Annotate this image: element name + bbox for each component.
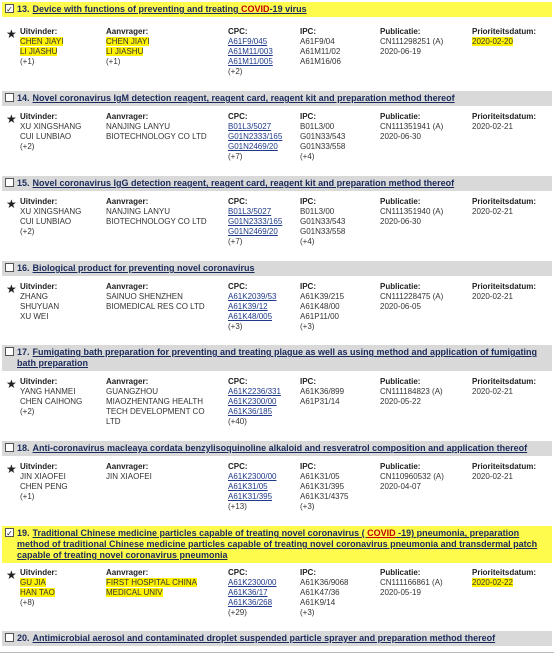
- cpc-column: CPC: A61K2039/53 A61K39/12 A61K48/005 (+3): [228, 282, 294, 332]
- cpc-column: CPC: A61F9/045 A61M11/003 A61M11/005 (+2): [228, 27, 294, 77]
- cpc-link[interactable]: A61K2039/53: [228, 292, 277, 301]
- cpc-link[interactable]: A61F9/045: [228, 37, 268, 46]
- priority-column: Prioriteitsdatum: 2020-02-21: [472, 112, 537, 131]
- select-checkbox[interactable]: [5, 263, 14, 272]
- priority-column: Prioriteitsdatum: 2020-02-21: [472, 282, 537, 301]
- ipc-column: IPC: A61F9/04 A61M11/02 A61M16/06: [300, 27, 341, 66]
- star-icon[interactable]: ★: [6, 282, 17, 296]
- applicant-column: Aanvrager: JIN XIAOFEI: [106, 462, 152, 481]
- select-checkbox[interactable]: ✓: [6, 5, 13, 14]
- priority-column: Prioriteitsdatum: 2020-02-21: [472, 377, 537, 396]
- result-title-link[interactable]: 17. Fumigating bath preparation for preventing and treating plague as well as using method and application of fumigating bath preparation: [17, 347, 538, 368]
- cpc-link[interactable]: A61M11/005: [228, 57, 273, 66]
- ipc-column: IPC: A61K31/05 A61K31/395 A61K31/4375 (+3): [300, 462, 349, 511]
- ipc-column: IPC: B01L3/00 G01N33/543 G01N33/558 (+4): [300, 112, 346, 161]
- cpc-column: CPC: A61K2300/00 A61K31/05 A61K31/395 (+13): [228, 462, 294, 512]
- applicant-column: Aanvrager: NANJING LANYU BIOTECHNOLOGY CO LTD: [106, 112, 207, 141]
- result-title-link[interactable]: Antimicrobial aerosol and contaminated droplet suspended particle sprayer and preparation method thereof: [32, 633, 496, 643]
- result-number: 17.: [17, 347, 30, 357]
- result-number: 16.: [17, 263, 30, 273]
- cpc-link[interactable]: G01N2333/165: [228, 217, 283, 226]
- cpc-column: CPC: B01L3/5027 G01N2333/165 G01N2469/20 (+7): [228, 197, 294, 247]
- inventor-column: Uitvinder: YANG HANMEI CHEN CAIHONG (+2): [20, 377, 83, 416]
- star-icon[interactable]: ★: [6, 568, 17, 582]
- star-icon[interactable]: ★: [6, 197, 17, 211]
- result-title-link[interactable]: Anti-coronavirus macleaya cordata benzylisoquinoline alkaloid and resveratrol composition and application thereof: [32, 443, 528, 453]
- result-number: 19.: [17, 528, 30, 538]
- result-number: 15.: [17, 178, 30, 188]
- result-title-link[interactable]: 19. Traditional Chinese medicine particles capable of treating novel coronavirus ( COVID -19) pneumonia, preparation method of traditional Chinese medicine particles capable of treating novel coronavirus pneumonia and transdermal patch capable of treating novel coronavirus pneumonia: [17, 528, 538, 560]
- cpc-link[interactable]: G01N2469/20: [228, 142, 278, 151]
- select-checkbox[interactable]: [5, 633, 14, 642]
- divider: [0, 652, 554, 653]
- priority-column: Prioriteitsdatum: 2020-02-20: [472, 27, 537, 46]
- cpc-column: CPC: B01L3/5027 G01N2333/165 G01N2469/20 (+7): [228, 112, 294, 162]
- ipc-column: IPC: B01L3/00 G01N33/543 G01N33/558 (+4): [300, 197, 346, 246]
- result-header: [2, 441, 552, 456]
- cpc-link[interactable]: A61K36/17: [228, 588, 268, 597]
- result-title-link[interactable]: Device with functions of preventing and treating COVID-19 virus: [32, 4, 307, 14]
- cpc-link[interactable]: A61K2300/00: [228, 472, 277, 481]
- publication-column: Publicatie: CN110960532 (A) 2020-04-07: [380, 462, 444, 491]
- priority-column: Prioriteitsdatum: 2020-02-21: [472, 462, 537, 481]
- cpc-link[interactable]: A61K31/05: [228, 482, 268, 491]
- result-header: [2, 261, 552, 276]
- cpc-link[interactable]: G01N2469/20: [228, 227, 278, 236]
- result-title-link[interactable]: Biological product for preventing novel coronavirus: [32, 263, 255, 273]
- ipc-column: IPC: A61K36/899 A61P31/14: [300, 377, 345, 406]
- applicant-column: Aanvrager: GUANGZHOU MIAOZHENTANG HEALTH TECH DEVELOPMENT CO LTD: [106, 377, 205, 426]
- publication-column: Publicatie: CN111228475 (A) 2020-06-05: [380, 282, 444, 311]
- cpc-link[interactable]: A61K36/268: [228, 598, 273, 607]
- inventor-column: Uitvinder: GU JIA HAN TAO (+8): [20, 568, 58, 607]
- result-number: 14.: [17, 93, 30, 103]
- cpc-column: CPC: A61K2300/00 A61K36/17 A61K36/268 (+29): [228, 568, 294, 618]
- ipc-column: IPC: A61K39/215 A61K48/00 A61P11/00 (+3): [300, 282, 345, 331]
- priority-column: Prioriteitsdatum: 2020-02-21: [472, 197, 537, 216]
- publication-column: Publicatie: CN111351941 (A) 2020-06-30: [380, 112, 444, 141]
- select-checkbox[interactable]: [5, 443, 14, 452]
- select-checkbox[interactable]: ✓: [6, 529, 13, 538]
- publication-column: Publicatie: CN111298251 (A) 2020-06-19: [380, 27, 444, 56]
- result-title-link[interactable]: Novel coronavirus IgG detection reagent, reagent card, reagent kit and preparation method thereof: [32, 178, 455, 188]
- cpc-link[interactable]: A61K36/185: [228, 407, 273, 416]
- select-checkbox[interactable]: [5, 347, 14, 356]
- cpc-link[interactable]: G01N2333/165: [228, 132, 283, 141]
- result-number: 20.: [17, 633, 30, 643]
- cpc-link[interactable]: A61K31/395: [228, 492, 273, 501]
- result-header: [2, 631, 552, 646]
- cpc-link[interactable]: A61K48/005: [228, 312, 273, 321]
- priority-column: Prioriteitsdatum: 2020-02-22: [472, 568, 537, 587]
- result-number: 13.: [17, 4, 30, 14]
- applicant-column: Aanvrager: FIRST HOSPITAL CHINA MEDICAL UNIV: [106, 568, 197, 597]
- result-header: [2, 176, 552, 191]
- cpc-link[interactable]: B01L3/5027: [228, 207, 272, 216]
- applicant-column: Aanvrager: SAINUO SHENZHEN BIOMEDICAL RES CO LTD: [106, 282, 205, 311]
- star-icon[interactable]: ★: [6, 27, 17, 41]
- star-icon[interactable]: ★: [6, 462, 17, 476]
- result-number: 18.: [17, 443, 30, 453]
- publication-column: Publicatie: CN111184823 (A) 2020-05-22: [380, 377, 443, 406]
- result-header: [2, 345, 552, 371]
- inventor-column: Uitvinder: XU XINGSHANG CUI LUNBIAO (+2): [20, 197, 82, 236]
- result-title-link[interactable]: Novel coronavirus IgM detection reagent, reagent card, reagent kit and preparation method thereof: [32, 93, 455, 103]
- inventor-column: Uitvinder: CHEN JIAYI LI JIASHU (+1): [20, 27, 64, 66]
- result-header: [2, 2, 552, 17]
- cpc-link[interactable]: A61K2300/00: [228, 578, 277, 587]
- cpc-link[interactable]: B01L3/5027: [228, 122, 272, 131]
- inventor-column: Uitvinder: ZHANG SHUYUAN XU WEI: [20, 282, 60, 321]
- select-checkbox[interactable]: [5, 178, 14, 187]
- result-header: [2, 91, 552, 106]
- cpc-link[interactable]: A61M11/003: [228, 47, 273, 56]
- ipc-column: IPC: A61K36/9068 A61K47/36 A61K9/14 (+3): [300, 568, 349, 617]
- cpc-link[interactable]: A61K39/12: [228, 302, 268, 311]
- cpc-link[interactable]: A61K2300/00: [228, 397, 277, 406]
- star-icon[interactable]: ★: [6, 112, 17, 126]
- publication-column: Publicatie: CN111351940 (A) 2020-06-30: [380, 197, 444, 226]
- applicant-column: Aanvrager: CHEN JIAYI LI JIASHU (+1): [106, 27, 150, 66]
- inventor-column: Uitvinder: XU XINGSHANG CUI LUNBIAO (+2): [20, 112, 82, 151]
- publication-column: Publicatie: CN111166861 (A) 2020-05-19: [380, 568, 443, 597]
- result-header: [2, 526, 552, 563]
- cpc-link[interactable]: A61K2236/331: [228, 387, 281, 396]
- star-icon[interactable]: ★: [6, 377, 17, 391]
- applicant-column: Aanvrager: NANJING LANYU BIOTECHNOLOGY CO LTD: [106, 197, 207, 226]
- inventor-column: Uitvinder: JIN XIAOFEI CHEN PENG (+1): [20, 462, 68, 501]
- select-checkbox[interactable]: [5, 93, 14, 102]
- cpc-column: CPC: A61K2236/331 A61K2300/00 A61K36/185 (+40): [228, 377, 294, 427]
